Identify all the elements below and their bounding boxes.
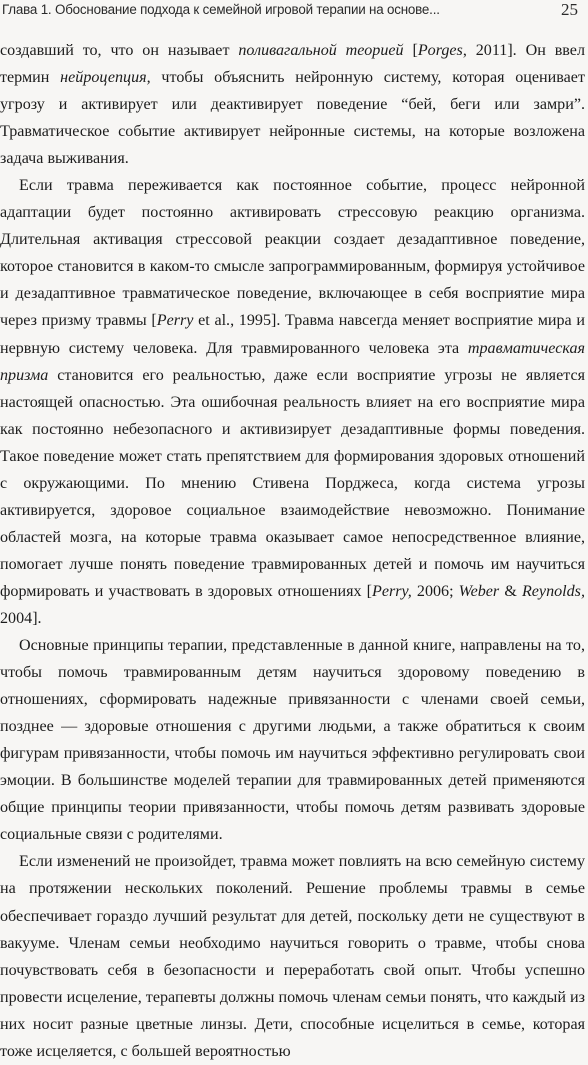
paragraph-3: Основные принципы терапии, представленные в данной книге, направлены на то, чтобы помочь травмированным детям научиться здоровому поведению в отношениях, сформировать надежные привязанности с членами своей семьи, позднее — здоровые отношения с другими людьми, а также обратиться к своим фигурам привязанности, чтобы помочь им научиться эффективно регулировать свои эмоции. В большинстве моделей терапии для травмированных детей применяются общие принципы теории привязанности, чтобы помочь детям развивать здоровые социальные связи с родителями. (0, 637, 585, 844)
citation-author: Perry, (372, 582, 412, 600)
term-trauma-prism: травматическая призма (0, 339, 585, 384)
citation-author: Porges (417, 42, 463, 59)
term-neuroception: нейроцепция, (60, 69, 151, 87)
paragraph-2: Если травма переживается как постоянное событие, процесс нейронной адаптации будет постоянно активировать стрессовую реакцию организма. Длительная активация стрессовой реакции создает дезадаптивное поведение, которое становится в каком-то смысле запрограммированным, формируя устойчивое и дезадаптивное травматическое поведение, включающее в себя восприятие мира через призму травмы [Perry et al., 1995]. Травма навсегда меняет восприятие мира и нервную систему человека. Для травмированного человека эта травматическая призма становится его реальностью, даже если восприятие угрозы не является настоящей опасностью. Эта ошибочная реальность влияет на его восприятие мира как постоянно небезопасного и активизирует дезадаптивные формы поведения. Такое поведение может стать препятствием для формирования здоровых отношений с окружающими. По мнению Стивена Порджеса, когда система угрозы активируется, здоровое социальное взаимодействие невозможно. Понимание областей мозга, на которые травма оказывает самое непосредственное влияние, помогает лучше понять поведение травмированных детей и помочь им научиться формировать и участвовать в здоровых отношениях [Perry, 2006; Weber & Reynolds, 2004]. (0, 177, 585, 627)
page-number: 25 (561, 0, 578, 19)
running-header (0, 0, 588, 24)
body-text (0, 37, 585, 1065)
paragraph-1: создавший то, что он называет поливагальной теорией [Porges, 2011]. Он ввел термин нейроцепция, чтобы объяснить нейронную систему, которая оценивает угрозу и активирует или деактивирует поведение “бей, беги или замри”. Травматическое событие активирует нейронные системы, на которые возложена задача выживания. (0, 42, 585, 168)
citation-author: Perry (156, 312, 194, 330)
citation-author: Reynolds, (521, 582, 585, 600)
chapter-title: Глава 1. Обоснование подхода к семейной игровой терапии на основе... (2, 2, 440, 17)
term-polyvagal-theory: поливагальной теорией (238, 42, 404, 59)
paragraph-4: Если изменений не произойдет, травма может повлиять на всю семейную систему на протяжении нескольких поколений. Решение проблемы травмы в семье обеспечивает гораздо лучший результат для детей, поскольку дети не существуют в вакууме. Членам семьи необходимо научиться говорить о травме, чтобы снова почувствовать себя в безопасности и переработать свой опыт. Чтобы успешно провести исцеление, терапевты должны помочь членам семьи понять, что каждый из них носит разные цветные линзы. Дети, способные исцелиться в семье, которая тоже исцеляется, с большей вероятностью (0, 853, 585, 1060)
citation-author: Weber (458, 582, 500, 600)
